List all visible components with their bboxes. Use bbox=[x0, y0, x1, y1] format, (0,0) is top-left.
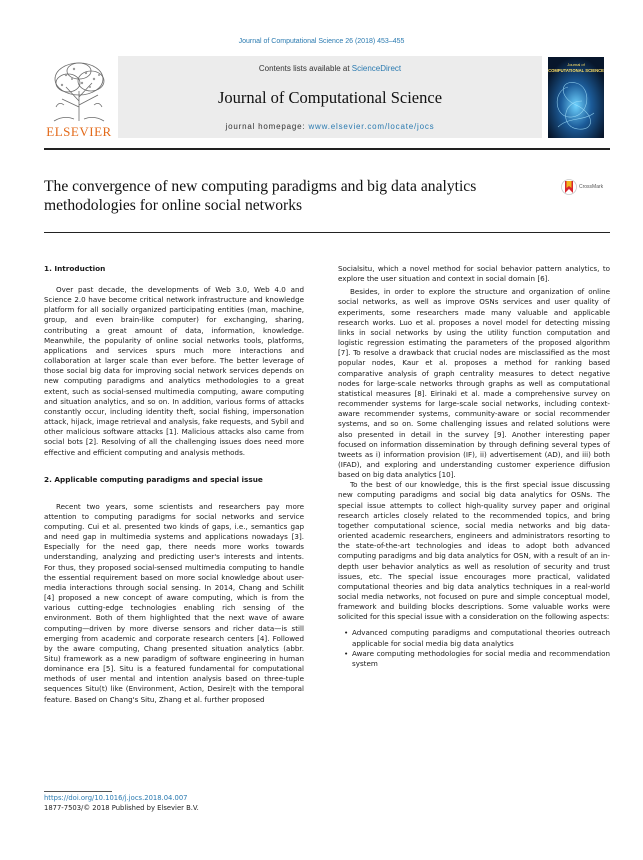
paragraph-intro: Over past decade, the developments of Web 3.0, Web 4.0 and Science 2.0 have become critical network infrastructure and knowledge platform for all socially organized participating entities (man, machine, group, and even brain-like computer) for exchanging, sharing, contributing a great amount of data, information, knowledge. Meanwhile, the popularity of online social networks tools, platforms, applications and services spurs much more interactions and collaboration at larger scale than ever before. The better leverage of those social big data for improving social network services depends on new computing paradigms and analytics methodologies to a great extent, such as social-sensed multimedia computing, aware computing and situation analytics, and so on. In addition, various forms of attacks constantly occur, including identity theft, social fishing, impersonation attack, hijack, image retrieval and analysis, fake requests, and Sybil and other malicious software attacks [1]. Malicious attacks also came from social bots [2]. Resolving of all the challenging issues does need more effective and efficient computing and analysis methods. bbox=[44, 285, 304, 457]
journal-homepage bbox=[118, 122, 542, 131]
footer-divider bbox=[44, 791, 112, 792]
doi-link[interactable]: https://doi.org/10.1016/j.jocs.2018.04.007 bbox=[44, 794, 188, 802]
cover-artwork bbox=[548, 57, 604, 138]
title-divider bbox=[44, 232, 610, 233]
left-column bbox=[44, 264, 304, 705]
cover-journal-of: Journal of bbox=[567, 62, 585, 67]
section-heading-computing-paradigms: 2. Applicable computing paradigms and special issue bbox=[44, 474, 263, 484]
crossmark-label: CrossMark bbox=[579, 184, 604, 190]
header-divider bbox=[44, 148, 610, 150]
aspect-list bbox=[338, 628, 610, 669]
list-item: • Advanced computing paradigms and computational theories outreach applicable for social media big data analytics bbox=[346, 628, 610, 648]
section-heading-introduction: 1. Introduction bbox=[44, 264, 106, 273]
crossmark-icon bbox=[561, 177, 577, 197]
contents-line bbox=[118, 64, 542, 73]
journal-homepage-link[interactable]: www.elsevier.com/locate/jocs bbox=[308, 122, 435, 131]
publisher-name[interactable]: ELSEVIER bbox=[46, 124, 112, 139]
paragraph-section2: Recent two years, some scientists and researchers pay more attention to computing paradigms for social networks and service computing. Cui et al. presented two kinds of gaps, i.e., semantics gap and need gap in multimedia systems and applications nowadays [3]. Especially for the need gap, there needs more works towards understanding, analyzing and predicting user's interests and intents. For thus, they proposed social-sensed multimedia computing to handle the essential requirement based on more social knowledge about user-media interactions through social sensing. In 2014, Chang and Schilit [4] proposed a new concept of aware computing, which is from the various cutting-edge technologies enabling rich sensing of the environment. Both of them highlighted that the next wave of aware computing—driven by more diverse sensors and richer data—is still emerging from academic and corporate research centers [4]. Followed by the aware computing, Chang presented situation analytics (abbr. Situ) framework as a new paradigm of software engineering in human dominance era [5]. Situ is a featured fundamental for computational methods of user mental and intention analysis based on three-tuple sequences Situ(t) like (Environment, Action, Desire)t with the temporal feature. Based on Chang's Situ, Zhang et al. further proposed bbox=[44, 501, 304, 704]
right-column bbox=[338, 264, 610, 669]
contents-prefix: Contents lists available at bbox=[258, 64, 352, 73]
list-item: • Aware computing methodologies for social media and recommendation system bbox=[346, 649, 610, 669]
cover-title: COMPUTATIONAL SCIENCE bbox=[548, 68, 604, 73]
journal-cover-image[interactable] bbox=[548, 57, 604, 138]
paragraph-socialsitu: Socialsitu, which a novel method for social behavior pattern analytics, to explore the user situation and context in social domain [6]. bbox=[338, 264, 610, 284]
article-title: The convergence of new computing paradigms and big data analytics methodologies for online social networks bbox=[44, 178, 477, 214]
journal-masthead bbox=[118, 56, 542, 138]
homepage-prefix: journal homepage: bbox=[225, 122, 309, 131]
journal-citation[interactable]: Journal of Computational Science 26 (2018) 453–455 bbox=[238, 38, 405, 45]
issn-copyright: 1877-7503/© 2018 Published by Elsevier B.V. bbox=[44, 804, 199, 812]
paragraph-special-issue: To the best of our knowledge, this is the first special issue discussing new computing paradigms and social big data analytics for OSNs. The special issue attempts to collect high-quality survey paper and original research articles closely related to the recommended topics, and bring together computational science, social media networks and big data-oriented academic researchers, engineers and administrators resorting to the state-of-the-art technologies and ideas to adopt both advanced computing paradigms and big data analytics for OSN, with a result of an in-depth user behavior analytics as well as resolution of security and trust issues, etc. The special issue encourages more practical, validated computational theories and big data analytics techniques in a real-world social media networks, not focused on pure and simple conceptual model, framework and building blocks descriptions. Some valuable works were solicited for this special issue with a consideration on the following aspects: bbox=[338, 480, 610, 622]
sciencedirect-link[interactable]: ScienceDirect bbox=[351, 64, 402, 73]
paragraph-osn-research: Besides, in order to explore the structure and organization of online social networks, as well as improve OSNs services and user quality of experiments, some researchers made many valuable and applicable research works. Luo et al. proposes a novel model for detecting missing links in social networks by using the utility function computation and logistic regression estimating the parameters of the proposed algorithm [7]. To resolve a drawback that crucial nodes are misclassified as the most popular nodes, Kaur et al. proposes a method for ranking based comparative analysis of graph centrality measures to detect negative nodes for large-scale networks through graphs as well as computational statistical measures [8]. Eirinaki et al. made a comprehensive survey on recommender systems for large-scale social networks, including context-aware recommender systems, community-aware or social recommender systems, and so on. Some challenging issues and related solutions were also presented in detail in the survey [9]. Another interesting paper focused on information dissemination by through defining several types of tweets as i) information provision (IF), ii) advertisement (AD), and iii) both (IFAD), and exploring and understanding customer experience diffusion based on big data analytics [10]. bbox=[338, 287, 610, 480]
crossmark-badge[interactable] bbox=[561, 177, 613, 199]
journal-title[interactable]: Journal of Computational Science bbox=[217, 88, 443, 107]
